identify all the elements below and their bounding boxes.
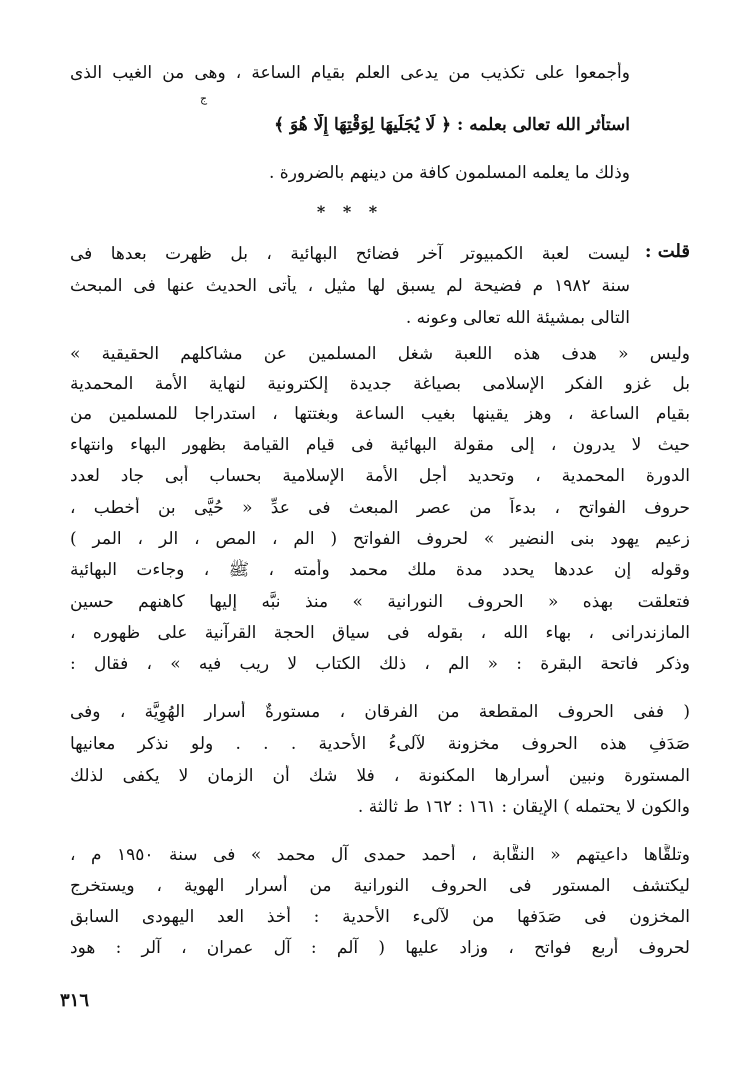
verse-line: استأثر الله تعالى بعلمه : ﴿ لَا يُجَلِّيهَا لِوَقْتِهَا إِلَّا هُوَ ﴾ (274, 115, 630, 135)
text-line-11: الدورة المحمدية ، وتحديد أجل الأمة الإسلامية بحساب أبى جاد لعدد (70, 466, 690, 486)
text-line-15: فتعلقت بهذه « الحروف النورانية » منذ نبَّه إليها كاهنهم حسين (70, 592, 690, 612)
quote-line-4: والكون لا يحتمله ) الإيقان : ١٦١ : ١٦٢ ط ثالثة . (357, 797, 690, 817)
quote-line-1: ( ففى الحروف المقطعة من الفرقان ، مستورةٌ أسرار الهُوِيَّة ، وفى (70, 702, 690, 722)
page-number: ٣١٦ (60, 990, 90, 1011)
qult-label: قلت : (644, 241, 690, 262)
text-line-4: ليست لعبة الكمبيوتر آخر فضائح البهائية ، بل ظهرت بعدها فى (70, 244, 630, 264)
text-line-10: حيث لا يدرون ، إلى مقولة البهائية فى قيام القيامة بظهور البهاء وانتهاء (70, 435, 690, 455)
section-separator: * * * (316, 202, 384, 221)
text-line-22: وتلقَّاها داعيتهم « النقَّابة ، أحمد حمدى آل محمد » فى سنة ١٩٥٠ م ، (70, 845, 690, 865)
text-line-14: وقوله إن عددها يحدد مدة ملك محمد وأمته ، ﷺ ، وجاءت البهائية (70, 560, 690, 580)
text-line-24: المخزون فى صَدَفها من لآلىء الأحدية : أخذ العد اليهودى السابق (70, 907, 690, 927)
text-line-17: وذكر فاتحة البقرة : « الم ، ذلك الكتاب لا ريب فيه » ، فقال : (70, 654, 690, 674)
text-line-12: حروف الفواتح ، بدءاً من عصر المبعث فى عدِّ « حُيَّى بن أخطب ، (70, 498, 690, 518)
text-line-6: التالى بمشيئة الله تعالى وعونه . (405, 308, 630, 328)
verse-mark: ج (200, 92, 208, 105)
quote-line-3: المستورة ونبين أسرارها المكنونة ، فلا شك أن الزمان لا يكفى لذلك (70, 766, 690, 786)
text-line-13: زعيم يهود بنى النضير » لحروف الفواتح ( الم ، المص ، الر ، المر ) (70, 529, 690, 549)
text-line-16: المازندرانى ، بهاء الله ، بقوله فى سياق الحجة القرآنية على ظهوره ، (70, 623, 690, 643)
text-line-8: بل غزو الفكر الإسلامى بصياغة جديدة إلكترونية لنهاية الأمة المحمدية (70, 374, 690, 394)
text-line-7: وليس « هدف هذه اللعبة شغل المسلمين عن مشاكلهم الحقيقية » (70, 344, 690, 364)
text-line-9: بقيام الساعة ، وهز يقينها بغيب الساعة وبغتتها ، استدراجا للمسلمين من (70, 404, 690, 424)
text-line-5: سنة ١٩٨٢ م فضيحة لم يسبق لها مثيل ، يأتى الحديث عنها فى المبحث (70, 276, 630, 296)
text-line-3: وذلك ما يعلمه المسلمون كافة من دينهم بالضرورة . (268, 163, 630, 183)
text-line-25: لحروف أربع فواتح ، وزاد عليها ( آلم : آل عمران ، آلر : هود (70, 938, 690, 958)
quote-line-2: صَدَفِ هذه الحروف مخزونة لآلىءُ الأحدية . . . ولو نذكر معانيها (70, 734, 690, 754)
text-line-1: وأجمعوا على تكذيب من يدعى العلم بقيام الساعة ، وهى من الغيب الذى (70, 63, 630, 83)
page-body (60, 0, 690, 1082)
text-line-23: ليكتشف المستور فى الحروف النورانية من أسرار الهوية ، ويستخرج (70, 876, 690, 896)
